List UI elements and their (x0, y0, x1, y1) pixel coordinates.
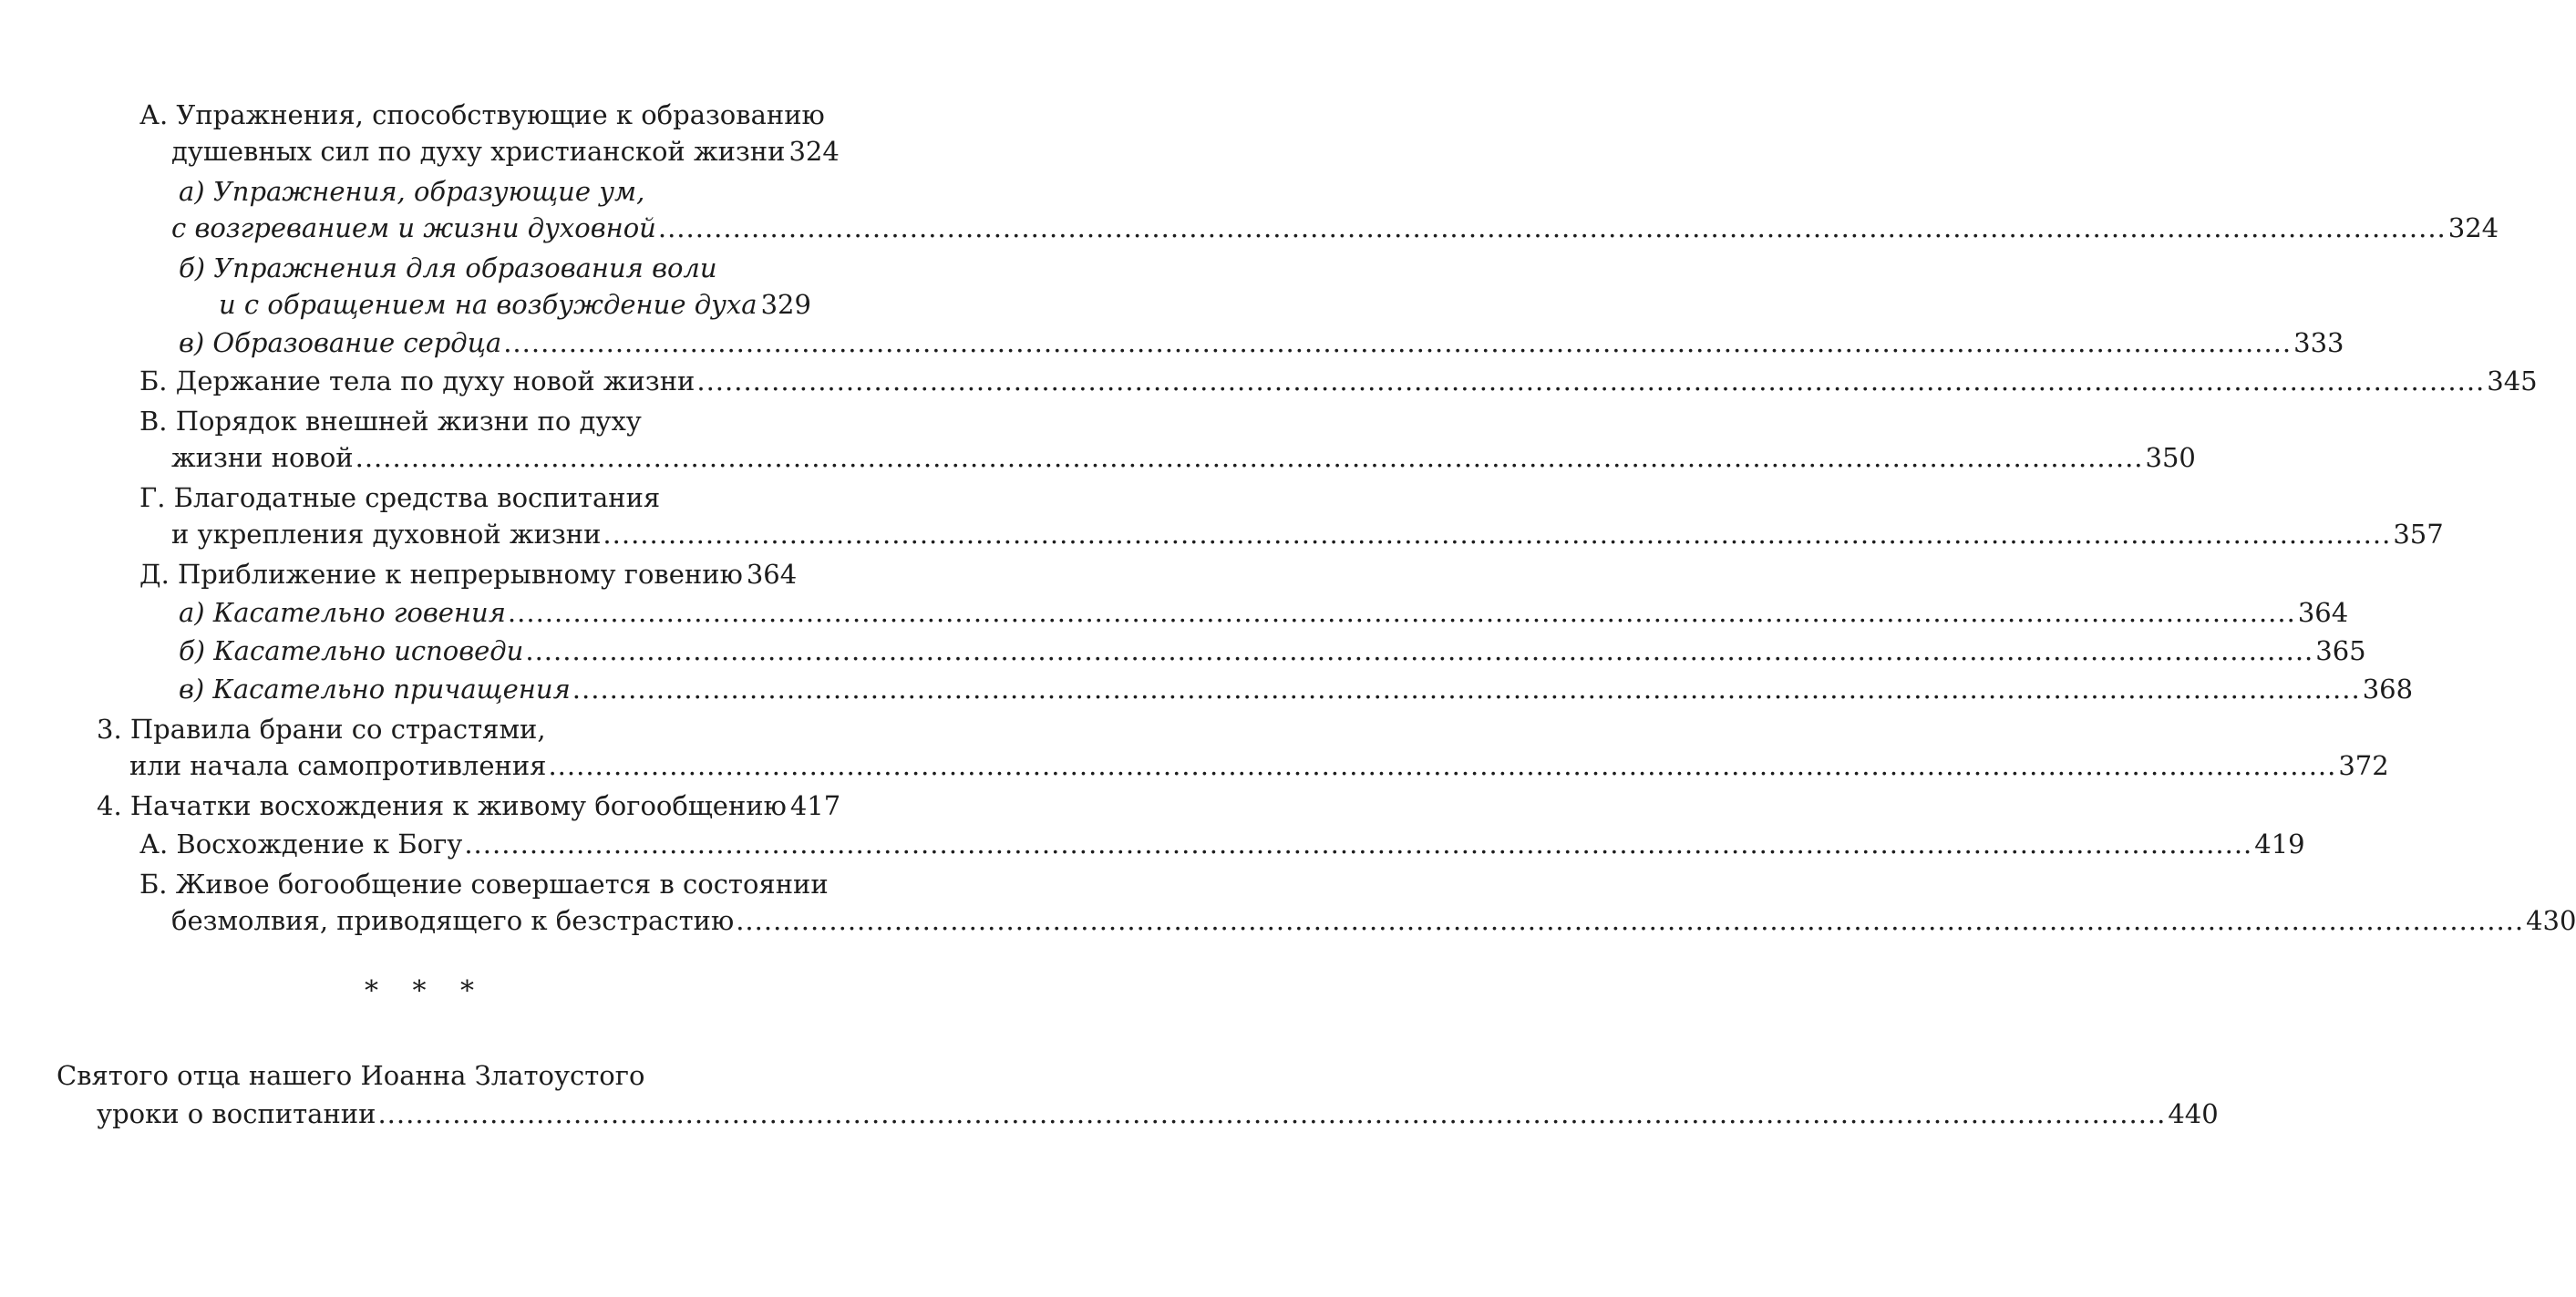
toc-entry-text: в) Образование сердца (179, 327, 502, 358)
dot-leader (525, 633, 2313, 669)
toc-entry-text: Б. Живое богообщение совершается в состоянии (139, 869, 829, 900)
toc-entry-text: Г. Благодатные средства воспитания (139, 482, 661, 513)
toc-entry (179, 324, 2344, 361)
toc-entry (129, 747, 2389, 784)
toc-page-number: 440 (2168, 1098, 2219, 1129)
toc-entry (97, 711, 546, 747)
toc-entry-text: и укрепления духовной жизни (171, 519, 602, 550)
toc-entry-text: уроки о воспитании (97, 1098, 376, 1129)
toc-entry (171, 210, 2499, 246)
toc-entry (171, 902, 2576, 939)
toc-entry-text: в) Касательно причащения (179, 674, 571, 705)
toc-page-number: 324 (788, 136, 840, 167)
toc-page-number: 419 (2254, 829, 2305, 860)
toc-entry-text: с возгреванием и жизни духовной (171, 212, 656, 243)
toc-entry (171, 439, 2196, 476)
toc-entry-text: Д. Приближение к непрерывному говению (139, 559, 743, 590)
toc-page-number: 417 (789, 790, 841, 821)
toc-entry-text: Святого отца нашего Иоанна Златоустого (57, 1060, 645, 1091)
toc-entry-text: б) Касательно исповеди (179, 635, 524, 666)
dot-leader (355, 439, 2144, 476)
dot-leader (548, 747, 2336, 784)
toc-entry (179, 594, 2349, 631)
dot-leader (736, 902, 2524, 939)
toc-entry-text: или начала самопротивления (129, 750, 547, 781)
toc-entry (219, 286, 811, 323)
dot-leader (696, 363, 2485, 399)
toc-entry (139, 866, 829, 902)
toc-entry-text: В. Порядок внешней жизни по духу (139, 406, 642, 437)
toc-entry (179, 250, 717, 286)
toc-entry (179, 173, 644, 210)
toc-entry-text: а) Касательно говения (179, 597, 506, 628)
toc-page-number: 365 (2315, 635, 2366, 666)
toc-entry (139, 363, 2538, 399)
toc-page-number: 357 (2393, 519, 2444, 550)
dot-leader (508, 594, 2296, 631)
toc-page-number: 333 (2293, 327, 2344, 358)
toc-page-number: 364 (2297, 597, 2349, 628)
toc-entry-text: безмолвия, приводящего к безстрастию (171, 905, 735, 936)
toc-page-number: 364 (746, 559, 798, 590)
section-separator: * * * (364, 975, 488, 1007)
toc-entry (97, 1096, 2219, 1132)
toc-entry (57, 1057, 644, 1094)
toc-entry (171, 516, 2444, 552)
toc-entry-text: а) Упражнения, образующие ум, (179, 176, 645, 207)
dot-leader (572, 671, 2361, 707)
toc-entry (179, 671, 2414, 707)
toc-page-number: 368 (2362, 674, 2414, 705)
toc-page-number: 324 (2447, 212, 2499, 243)
toc-entry-text: 3. Правила брани со страстями, (97, 714, 546, 745)
toc-page-number: 430 (2526, 905, 2576, 936)
toc-page-number: 345 (2487, 365, 2538, 396)
dot-leader (658, 210, 2447, 246)
toc-entry (171, 133, 840, 170)
toc-entry (139, 403, 642, 439)
toc-entry (179, 633, 2366, 669)
toc-entry (139, 556, 797, 592)
toc-entry-text: жизни новой (171, 442, 354, 473)
toc-page-number: 329 (760, 289, 811, 320)
toc-page-number: 350 (2145, 442, 2196, 473)
toc-entry-text: А. Восхождение к Богу (139, 829, 463, 860)
toc-entry-text: и с обращением на возбуждение духа (219, 289, 757, 320)
toc-entry-text: 4. Начатки восхождения к живому богообщению (97, 790, 787, 821)
toc-entry-text: б) Упражнения для образования воли (179, 252, 717, 283)
toc-entry (97, 787, 841, 824)
toc-entry (139, 97, 825, 133)
dot-leader (603, 516, 2391, 552)
dot-leader (377, 1096, 2166, 1132)
toc-entry (139, 479, 660, 516)
toc-entry (139, 826, 2305, 862)
toc-entry-text: душевных сил по духу христианской жизни (171, 136, 786, 167)
toc-page-number: 372 (2338, 750, 2389, 781)
dot-leader (464, 826, 2252, 862)
dot-leader (503, 324, 2292, 361)
toc-entry-text: А. Упражнения, способствующие к образованию (139, 99, 825, 130)
toc-entry-text: Б. Держание тела по духу новой жизни (139, 365, 696, 396)
